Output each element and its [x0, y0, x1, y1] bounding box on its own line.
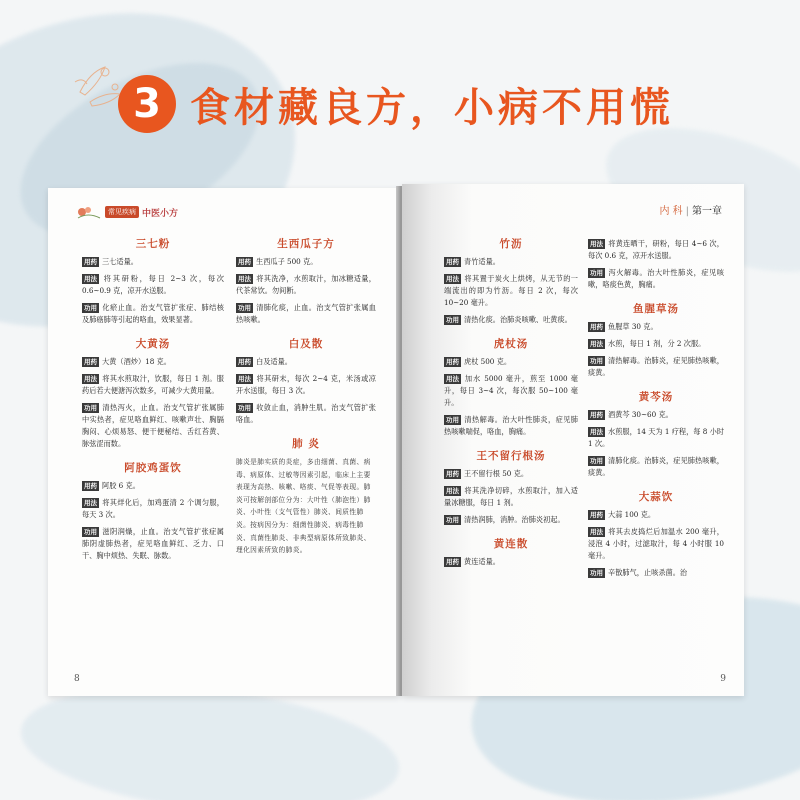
recipe-entry [236, 438, 376, 557]
recipe-entry [236, 238, 376, 326]
recipe-text: 辛散肺气，止咳杀菌。治 [608, 568, 688, 577]
recipe-line [444, 414, 578, 438]
recipe-entry [444, 338, 578, 438]
recipe-text: 水煎服，14 天为 1 疗程，每 8 小时 1 次。 [588, 427, 724, 448]
recipe-tag: 功用 [590, 457, 603, 465]
recipe-text: 将其置于炭火上烘烤，从无节的一端流出的即为竹沥。每日 2 次，每次 10~20 毫升。 [444, 274, 578, 307]
recipe-tag: 用法 [446, 375, 459, 383]
recipe-line [82, 480, 224, 492]
recipe-text: 清肺化痰。治肺炎，症见肺热咳嗽，痰黄。 [588, 456, 724, 477]
recipe-line [444, 356, 578, 368]
recipe-text: 化瘀止血。治支气管扩张症、肺结核及肺癌肺等引起的咯血，效果显著。 [82, 303, 224, 324]
recipe-title: 虎杖汤 [493, 338, 529, 350]
section-title: 食材藏良方，小病不用慌 [190, 84, 674, 131]
logo-text: 中医小方 [142, 208, 179, 219]
recipe-line [588, 455, 724, 479]
logo-tag: 常见疾病 [105, 206, 139, 218]
recipe-tag: 用法 [238, 375, 251, 383]
recipe-line [588, 238, 724, 262]
chapter-section: 内 科 [659, 206, 683, 217]
recipe-text: 清热泻火，止血。治支气管扩张属肺中实热者，症见咯血鲜红、咳嗽声壮、胸膈胸闷、心烦易怒、便干便秘结、舌红苔黄、脉弦涩而数。 [82, 403, 224, 448]
recipe-tag: 用法 [446, 275, 459, 283]
section-number-badge: 3 [118, 75, 176, 133]
recipe-text: 王不留行根 50 克。 [464, 469, 529, 478]
page-number: 9 [720, 674, 726, 684]
recipe-tag: 用药 [84, 258, 97, 266]
recipe-entry [588, 491, 724, 579]
recipe-text: 清热润肺，消肿。治肺炎初起。 [464, 515, 565, 524]
recipe-text: 清热解毒。治肺炎，症见肺热咳嗽，痰黄。 [588, 356, 724, 377]
recipe-title: 大黄汤 [135, 338, 171, 350]
recipe-text: 三七适量。 [102, 257, 138, 266]
recipe-line [444, 373, 578, 409]
recipe-title: 鱼腥草汤 [633, 303, 679, 315]
recipe-tag: 功用 [84, 304, 97, 312]
recipe-tag: 用法 [590, 340, 603, 348]
recipe-line [444, 273, 578, 309]
recipe-line [236, 373, 376, 397]
flower-icon [76, 204, 102, 220]
recipe-tag: 用法 [84, 375, 97, 383]
recipe-text: 将其研粉，每日 2~3 次，每次 0.6~0.9 克，凉开水送服。 [82, 274, 224, 295]
recipe-text: 滋阴润燥，止血。治支气管扩张症属肺阴虚肺热者，症见咯血鲜红、乏力、口干、胸中烦热、失眠、脉数。 [82, 527, 224, 560]
recipe-tag: 用法 [446, 487, 459, 495]
recipe-text: 将其洗净切碎，水煎取汁，加入适量冰糖服，每日 1 剂。 [444, 486, 578, 507]
recipe-line [236, 273, 376, 297]
recipe-text: 黄连适量。 [464, 557, 500, 566]
recipe-tag: 用药 [446, 558, 459, 566]
recipe-tag: 用药 [238, 358, 251, 366]
recipe-text: 将其研末，每次 2~4 克，米汤或凉开水送服，每日 3 次。 [236, 374, 376, 395]
recipe-tag: 功用 [446, 316, 459, 324]
recipe-text: 将其烊化后，加鸡蛋清 2 个调匀服，每天 3 次。 [82, 498, 224, 519]
recipe-tag: 功用 [238, 304, 251, 312]
recipe-line [236, 402, 376, 426]
recipe-line [588, 509, 724, 521]
recipe-title: 大蒜饮 [638, 491, 674, 503]
recipe-tag: 用法 [84, 499, 97, 507]
recipe-tag: 功用 [446, 416, 459, 424]
recipe-entry [444, 238, 578, 326]
recipe-tag: 功用 [238, 404, 251, 412]
recipe-text: 酒黄芩 30~60 克。 [608, 410, 673, 419]
recipe-line [444, 514, 578, 526]
recipe-line [588, 355, 724, 379]
recipe-text: 阿胶 6 克。 [102, 481, 140, 490]
book-logo [76, 204, 178, 220]
recipe-title: 黄芩汤 [638, 391, 674, 403]
recipe-line [444, 256, 578, 268]
recipe-tag: 功用 [590, 569, 603, 577]
recipe-text: 将其洗净，水煎取汁，加冰糖适量，代茶常饮。勿间断。 [236, 274, 376, 295]
recipe-line [82, 402, 224, 450]
recipe-text: 生西瓜子 500 克。 [256, 257, 318, 266]
left-column-1 [82, 238, 224, 574]
recipe-tag: 用药 [446, 470, 459, 478]
recipe-line [82, 373, 224, 397]
recipe-text: 青竹适量。 [464, 257, 500, 266]
recipe-tag: 用法 [590, 240, 603, 248]
recipe-tag: 功用 [84, 404, 97, 412]
recipe-title: 王不留行根汤 [476, 450, 546, 462]
recipe-tag: 用药 [590, 323, 603, 331]
recipe-entry [444, 450, 578, 526]
recipe-text: 大黄（酒炒）18 克。 [102, 357, 171, 366]
recipe-tag: 用药 [446, 258, 459, 266]
recipe-text: 白及适量。 [256, 357, 292, 366]
recipe-text: 鱼腥草 30 克。 [608, 322, 658, 331]
recipe-tag: 用法 [238, 275, 251, 283]
recipe-text: 收敛止血，消肿生肌。治支气管扩张咯血。 [236, 403, 376, 424]
recipe-line [444, 485, 578, 509]
recipe-tag: 用法 [590, 528, 603, 536]
recipe-line [444, 468, 578, 480]
recipe-line [82, 302, 224, 326]
left-page [48, 188, 400, 696]
recipe-tag: 用药 [238, 258, 251, 266]
recipe-text: 清肺化痰，止血。治支气管扩张属血热咳嗽。 [236, 303, 376, 324]
recipe-title: 白及散 [288, 338, 324, 350]
recipe-text: 加水 5000 毫升，煎至 1000 毫升，每日 3~4 次，每次服 50~100 毫升。 [444, 374, 578, 407]
recipe-text: 将其去皮捣烂后加温水 200 毫升，浸泡 4 小时，过滤取汁，每 4 小时服 10 毫升。 [588, 527, 724, 560]
recipe-line [236, 302, 376, 326]
recipe-title: 阿胶鸡蛋饮 [124, 462, 182, 474]
recipe-entry [82, 338, 224, 450]
page-number: 8 [74, 674, 80, 684]
recipe-entry [588, 303, 724, 379]
recipe-tag: 用药 [590, 511, 603, 519]
recipe-tag: 用药 [590, 411, 603, 419]
recipe-tag: 功用 [446, 516, 459, 524]
recipe-entry [82, 462, 224, 562]
headline [118, 72, 674, 136]
recipe-line [588, 338, 724, 350]
recipe-line [82, 273, 224, 297]
recipe-tag: 用法 [84, 275, 97, 283]
recipe-line [82, 497, 224, 521]
recipe-title: 生西瓜子方 [277, 238, 335, 250]
recipe-line [444, 556, 578, 568]
recipe-tag: 功用 [590, 269, 603, 277]
right-column-1 [444, 238, 578, 580]
recipe-tag: 功用 [84, 528, 97, 536]
recipe-text: 清热化痰。治肺炎咳嗽、吐黄痰。 [464, 315, 572, 324]
recipe-tag: 功用 [590, 357, 603, 365]
recipe-tag: 用药 [446, 358, 459, 366]
right-page [402, 184, 744, 696]
recipe-text: 泻火解毒。治大叶性肺炎，症见咳嗽，咯痰色黄，胸痛。 [588, 268, 724, 289]
recipe-line [588, 426, 724, 450]
left-column-2 [236, 238, 376, 569]
recipe-text: 清热解毒。治大叶性肺炎，症见肺热咳嗽喘促，咯血，胸痛。 [444, 415, 578, 436]
recipe-line [82, 356, 224, 368]
recipe-line [588, 526, 724, 562]
recipe-text: 大蒜 100 克。 [608, 510, 656, 519]
recipe-entry [588, 238, 724, 291]
recipe-line [82, 256, 224, 268]
recipe-line [82, 526, 224, 562]
recipe-text: 虎杖 500 克。 [464, 357, 512, 366]
recipe-text: 将黄连晒干，研粉，每日 4~6 次，每次 0.6 克，凉开水送服。 [588, 239, 724, 260]
recipe-line [444, 314, 578, 326]
recipe-tag: 用药 [84, 358, 97, 366]
recipe-entry [82, 238, 224, 326]
recipe-line [236, 356, 376, 368]
chapter-header: 内 科 | 第一章 [659, 206, 722, 217]
recipe-title: 肺 炎 [292, 438, 320, 450]
recipe-tag: 用药 [84, 482, 97, 490]
recipe-entry [444, 538, 578, 568]
recipe-line [588, 567, 724, 579]
recipe-line [588, 267, 724, 291]
recipe-title: 三七粉 [135, 238, 171, 250]
recipe-title: 黄连散 [493, 538, 529, 550]
chapter-number: 第一章 [692, 206, 722, 217]
recipe-line [588, 409, 724, 421]
recipe-entry [236, 338, 376, 426]
recipe-line [236, 256, 376, 268]
recipe-tag: 用法 [590, 428, 603, 436]
recipe-text: 水煎，每日 1 剂，分 2 次服。 [608, 339, 706, 348]
section-description: 肺炎是肺实质的炎症，多由细菌、真菌、病毒、病原体、过敏等因素引起，临床上主要表现为高热、咳嗽、咯痰、气促等表现。肺炎可按解剖部位分为：大叶性（肺泡性）肺炎、小叶性（支气管性）肺炎、间质性肺炎。按病因分为：细菌性肺炎、病毒性肺炎、真菌性肺炎、非典型病原体所致肺炎、理化因素所致的肺炎。 [236, 458, 371, 555]
recipe-entry [588, 391, 724, 479]
recipe-title: 竹沥 [499, 238, 523, 250]
right-column-2 [588, 238, 724, 591]
recipe-text: 将其水煎取汁，饮服，每日 1 剂。服药后若大便溏泻次数多，可减少大黄用量。 [82, 374, 224, 395]
recipe-line [588, 321, 724, 333]
